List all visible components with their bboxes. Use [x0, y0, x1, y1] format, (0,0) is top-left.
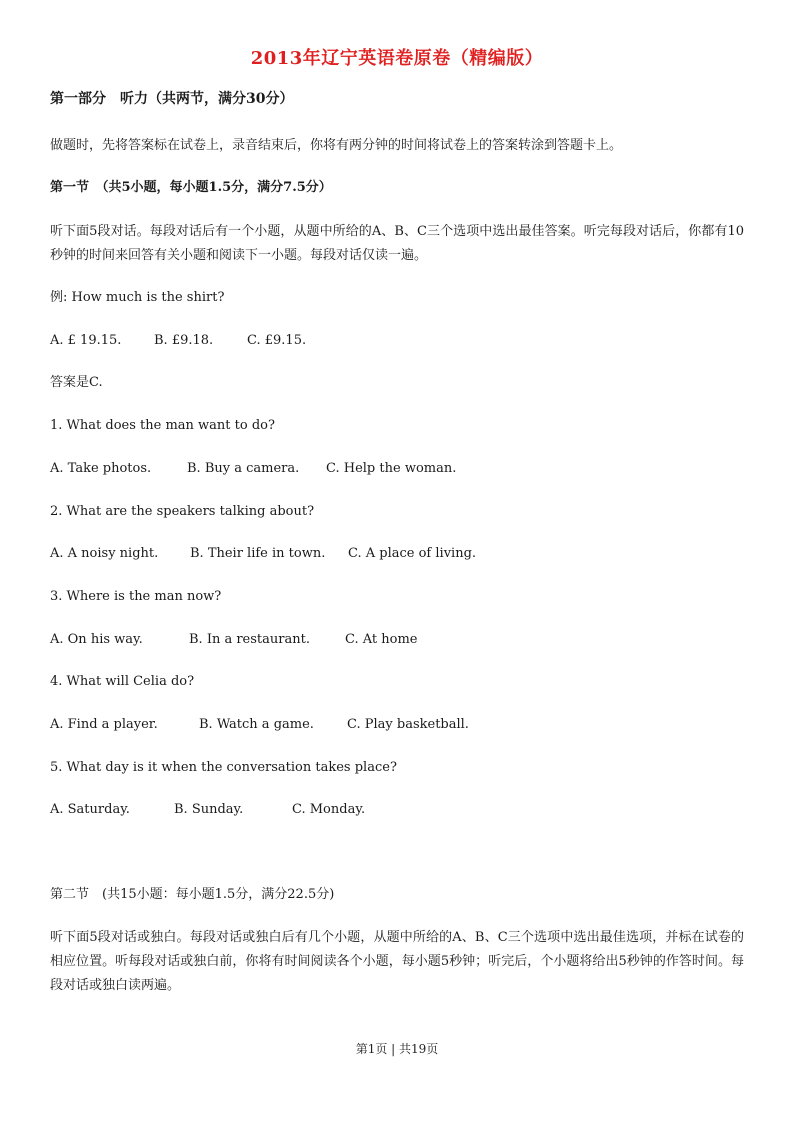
- example-option-a: A. £ 19.15.: [50, 333, 122, 348]
- instructions: 做题时，先将答案标在试卷上，录音结束后，你将有两分钟的时间将试卷上的答案转涂到答题卡上。: [50, 138, 623, 153]
- question-3-option-c: C. At home: [345, 632, 418, 647]
- section1-directions: 听下面5段对话。每段对话后有一个小题，从题中所给的A、B、C三个选项中选出最佳答案。听完每段对话后，你都有10秒钟的时间来回答有关小题和阅读下一小题。每段对话仅读一遍。: [50, 224, 744, 263]
- question-2-options: [50, 543, 744, 565]
- question-3: 3. Where is the man now?: [50, 589, 222, 604]
- question-1-option-c: C. Help the woman.: [326, 461, 457, 476]
- question-2-option-c: C. A place of living.: [348, 546, 477, 561]
- question-5-option-a: A. Saturday.: [50, 802, 130, 817]
- question-1-option-b: B. Buy a camera.: [187, 461, 300, 476]
- question-2-option-a: A. A noisy night.: [50, 546, 159, 561]
- question-3-options: [50, 629, 744, 651]
- example-option-c: C. £9.15.: [247, 333, 307, 348]
- question-4-option-c: C. Play basketball.: [347, 717, 469, 732]
- question-5-option-b: B. Sunday.: [174, 802, 244, 817]
- question-3-option-b: B. In a restaurant.: [189, 632, 310, 647]
- section2-heading: 第二节 (共15小题：每小题1.5分，满分22.5分): [50, 887, 335, 902]
- document-title: 2013年辽宁英语卷原卷（精编版）: [250, 48, 544, 69]
- example-answer: 答案是C.: [50, 375, 103, 390]
- question-1-option-a: A. Take photos.: [50, 461, 152, 476]
- question-1: 1. What does the man want to do?: [50, 418, 275, 433]
- page-footer: 第1页 | 共19页: [355, 1042, 439, 1056]
- question-2: 2. What are the speakers talking about?: [50, 504, 315, 519]
- question-4-options: [50, 714, 744, 736]
- question-1-options: [50, 458, 744, 480]
- question-3-option-a: A. On his way.: [50, 632, 143, 647]
- part1-heading: 第一部分 听力（共两节，满分30分）: [50, 91, 294, 107]
- example-option-b: B. £9.18.: [154, 333, 214, 348]
- example-options: [50, 330, 744, 352]
- example-question: 例: How much is the shirt?: [50, 290, 225, 305]
- question-4-option-a: A. Find a player.: [50, 717, 158, 732]
- section2-directions: 听下面5段对话或独白。每段对话或独白后有几个小题，从题中所给的A、B、C三个选项中选出最佳选项，并标在试卷的相应位置。听每段对话或独白前，你将有时间阅读各个小题，每小题5秒钟；听完后，个小题将给出5秒钟的作答时间。每段对话或独白读两遍。: [50, 930, 744, 993]
- question-4-option-b: B. Watch a game.: [199, 717, 314, 732]
- question-5-option-c: C. Monday.: [292, 802, 366, 817]
- question-5: 5. What day is it when the conversation takes place?: [50, 760, 397, 775]
- section1-heading: 第一节 （共5小题，每小题1.5分，满分7.5分）: [50, 180, 332, 195]
- question-4: 4. What will Celia do?: [50, 674, 195, 689]
- question-5-options: [50, 799, 744, 821]
- question-2-option-b: B. Their life in town.: [190, 546, 326, 561]
